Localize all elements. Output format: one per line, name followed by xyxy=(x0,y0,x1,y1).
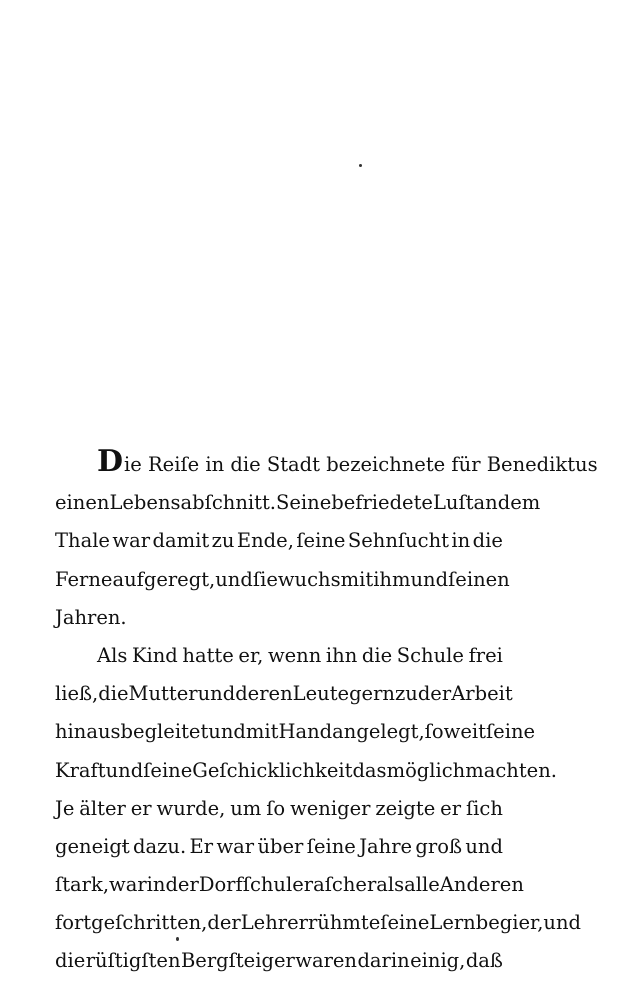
print-speck xyxy=(359,164,362,167)
word: der xyxy=(417,682,452,706)
word: in xyxy=(146,873,166,897)
word: mit xyxy=(245,720,279,744)
word: ſo xyxy=(424,720,444,744)
text-line xyxy=(55,522,503,560)
word: Lehrer xyxy=(240,911,308,935)
word: der xyxy=(165,873,199,897)
word: alle xyxy=(404,873,440,897)
word: ließ, xyxy=(55,682,99,706)
text-line xyxy=(55,942,503,980)
word: daß xyxy=(465,949,503,973)
word: möglich xyxy=(386,758,466,782)
word: Leute xyxy=(292,682,350,706)
word: Jahre xyxy=(359,834,413,858)
word: ihn xyxy=(325,643,358,667)
paragraph-2 xyxy=(55,637,582,981)
word: um xyxy=(230,796,262,820)
word: ſie xyxy=(252,567,278,591)
word: Seine xyxy=(276,491,332,515)
word: und xyxy=(208,720,246,744)
word: als xyxy=(376,873,405,897)
word: Thale xyxy=(55,529,110,553)
word: war xyxy=(216,834,255,858)
word: frei xyxy=(468,643,503,667)
word: Lernbegier, xyxy=(429,911,544,935)
word: er xyxy=(440,796,462,820)
word: wurde, xyxy=(156,796,226,820)
word: ſeine xyxy=(143,758,193,782)
first-line-text xyxy=(97,446,598,484)
word: ſtark, xyxy=(55,873,110,897)
text-line xyxy=(55,675,513,713)
word: die xyxy=(361,643,393,667)
word: und xyxy=(543,911,582,935)
paragraph-1 xyxy=(55,444,598,637)
text-line xyxy=(55,444,598,484)
word: hinausbegleitet xyxy=(55,720,209,744)
word: ſeine xyxy=(296,529,346,553)
word: machten. xyxy=(465,758,557,782)
word: fortgeſchritten, xyxy=(55,911,208,935)
body-text xyxy=(55,444,598,981)
word: älter xyxy=(79,796,126,820)
word: das xyxy=(352,758,387,782)
word: Dorfſchule xyxy=(198,873,304,897)
word: ſeine xyxy=(485,720,536,744)
word: Kraft xyxy=(55,758,106,782)
text-line xyxy=(55,904,582,942)
word: und xyxy=(105,758,144,782)
word: an xyxy=(473,491,498,515)
word: ſeine xyxy=(306,834,356,858)
word: angelegt, xyxy=(332,720,425,744)
word: zeigte xyxy=(375,796,436,820)
word: einig, xyxy=(410,949,466,973)
text-line xyxy=(55,713,536,751)
word: weit xyxy=(443,720,486,744)
word: mit xyxy=(340,567,374,591)
word: Er xyxy=(189,834,214,858)
text-line xyxy=(55,790,503,828)
word: zu xyxy=(211,529,235,553)
word: Mutter xyxy=(128,682,198,706)
text-line xyxy=(55,484,541,522)
word: dem xyxy=(497,491,541,515)
word: ſich xyxy=(465,796,503,820)
word: war xyxy=(112,529,151,553)
word: Je xyxy=(55,796,75,820)
word: und xyxy=(465,834,503,858)
word: wuchs xyxy=(277,567,341,591)
word: Ferne xyxy=(55,567,113,591)
word: und xyxy=(410,567,449,591)
word: deren xyxy=(235,682,293,706)
word: über xyxy=(257,834,304,858)
word: war xyxy=(109,873,147,897)
word: Lebensabſchnitt. xyxy=(109,491,276,515)
word: rüſtigſten xyxy=(85,949,181,973)
word: und xyxy=(215,567,253,591)
word: Geſchicklichkeit xyxy=(192,758,353,782)
word: Sehnſucht xyxy=(347,529,449,553)
word: aufgeregt, xyxy=(112,567,216,591)
word: Als xyxy=(97,643,128,667)
text-line xyxy=(55,866,524,904)
text-line xyxy=(55,752,557,790)
first-line-rest: ie Reiſe in die Stadt bezeichnete für Benediktus xyxy=(124,453,598,476)
word: die xyxy=(472,529,503,553)
word: waren xyxy=(295,949,357,973)
word: Ende, xyxy=(236,529,294,553)
word: einen xyxy=(55,491,110,515)
word: die xyxy=(98,682,129,706)
word: gern xyxy=(349,682,395,706)
text-line xyxy=(55,561,510,599)
word: Arbeit xyxy=(451,682,513,706)
word: zu xyxy=(394,682,418,706)
word: wenn xyxy=(267,643,322,667)
word: Anderen xyxy=(439,873,524,897)
word: ſeine xyxy=(380,911,430,935)
word: ſo xyxy=(266,796,286,820)
word: hatte xyxy=(182,643,234,667)
word: und xyxy=(197,682,236,706)
word: darin xyxy=(357,949,410,973)
word: raſcher xyxy=(303,873,377,897)
word: groß xyxy=(415,834,462,858)
word: befriedete xyxy=(331,491,433,515)
word: Luſt xyxy=(432,491,474,515)
word: ihm xyxy=(373,567,411,591)
text-line xyxy=(55,637,503,675)
word: in xyxy=(451,529,471,553)
word: Hand xyxy=(278,720,333,744)
word: Schule xyxy=(396,643,464,667)
word: rühmte xyxy=(307,911,381,935)
word: er, xyxy=(238,643,264,667)
word: der xyxy=(207,911,241,935)
word: Kind xyxy=(131,643,178,667)
word: dazu. xyxy=(133,834,187,858)
word: er xyxy=(130,796,152,820)
text-line: Jahren. xyxy=(55,605,127,629)
word: ſeinen xyxy=(448,567,510,591)
word: weniger xyxy=(290,796,371,820)
drop-cap-initial: D xyxy=(97,444,124,479)
word: Bergſteiger xyxy=(180,949,295,973)
word: damit xyxy=(152,529,210,553)
text-line xyxy=(55,828,503,866)
word: die xyxy=(55,949,86,973)
word: geneigt xyxy=(55,834,130,858)
